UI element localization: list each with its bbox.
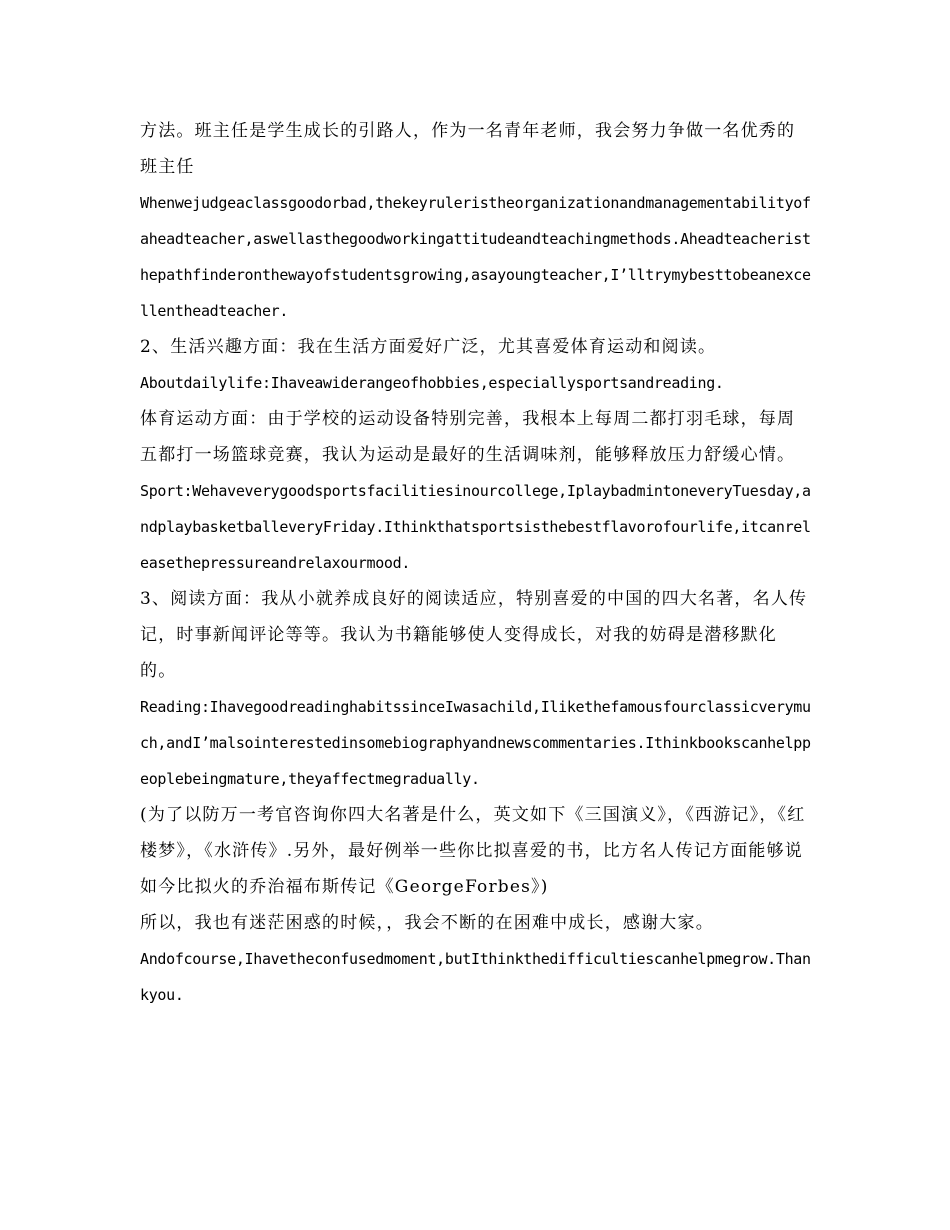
- paragraph-en-closing: Andofcourse,Ihavetheconfusedmoment,butIthinkthedifficultiescanhelpmegrow.Thankyou.: [140, 950, 811, 1004]
- paragraph-cn-note: (为了以防万一考官咨询你四大名著是什么，英文如下《三国演义》，《西游记》，《红楼梦》，《水浒传》.另外，最好例举一些你比拟喜爱的书，比方名人传记方面能够说如今比拟火的乔治福布斯传记《GeorgeForbes》): [140, 805, 806, 897]
- paragraph-en-reading: Reading:IhavegoodreadinghabitssinceIwasachild,Ilikethefamousfourclassicverymuch,andI’malsointerestedinsomebiographyandnewscommentaries.Ithinkbookscanhelppeoplebeingmature,theyaffectmegradually.: [140, 698, 811, 788]
- paragraph-cn-head-teacher: 方法。班主任是学生成长的引路人，作为一名青年老师，我会努力争做一名优秀的班主任: [140, 121, 796, 177]
- paragraph-cn-closing: 所以，我也有迷茫困惑的时候，，我会不断的在困难中成长，感谢大家。: [140, 913, 714, 933]
- paragraph-en-hobbies: Aboutdailylife:Ihaveawiderangeofhobbies,especiallysportsandreading.: [140, 374, 724, 392]
- paragraph-cn-sports: 体育运动方面：由于学校的运动设备特别完善，我根本上每周二都打羽毛球，每周五都打一场篮球竞赛，我认为运动是最好的生活调味剂，能够释放压力舒缓心情。: [140, 409, 796, 465]
- paragraph-cn-hobbies: 2、生活兴趣方面：我在生活方面爱好广泛，尤其喜爱体育运动和阅读。: [140, 337, 717, 357]
- paragraph-cn-reading: 3、阅读方面：我从小就养成良好的阅读适应，特别喜爱的中国的四大名著，名人传记，时事新闻评论等等。我认为书籍能够使人变得成长，对我的妨碍是潜移默化的。: [140, 589, 808, 681]
- paragraph-en-sports: Sport:Wehaveverygoodsportsfacilitiesinourcollege,IplaybadmintoneveryTuesday,andplaybasketballeveryFriday.Ithinkthatsportsisthebestflavorofourlife,itcanreleasethepressureandrelaxourmood.: [140, 482, 811, 572]
- document-page: [140, 113, 812, 1013]
- paragraph-en-head-teacher: Whenwejudgeaclassgoodorbad,thekeyruleristheorganizationandmanagementabilityofaheadteacher,aswellasthegoodworkingattitudeandteachingmethods.Aheadteacheristhepathfinderonthewayofstudentsgrowing,asayoungteacher,I’lltrymybesttobeanexcellentheadteacher.: [140, 194, 811, 320]
